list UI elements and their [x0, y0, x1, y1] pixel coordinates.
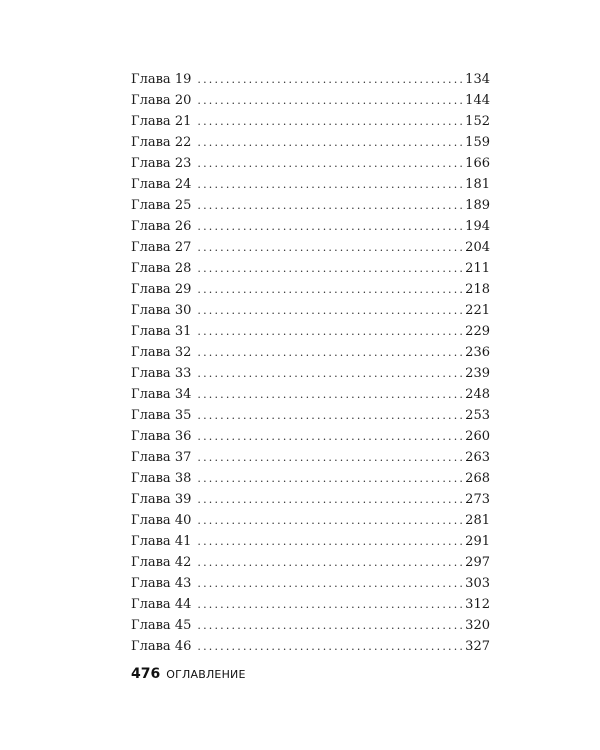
toc-entry-label: Глава 21: [131, 114, 192, 129]
toc-entry-label: Глава 25: [131, 198, 192, 213]
toc-entry-page: 291: [465, 534, 490, 549]
toc-entry: [131, 489, 490, 510]
toc-entry: [131, 216, 490, 237]
toc-entry-label: Глава 24: [131, 177, 192, 192]
toc-entry-label: Глава 31: [131, 324, 192, 339]
toc-entry: [131, 258, 490, 279]
toc-dot-leader: [197, 111, 463, 132]
toc-entry: [131, 300, 490, 321]
toc-entry-page: 281: [465, 513, 490, 528]
toc-entry-page: 320: [465, 618, 490, 633]
page-number: 476: [131, 666, 161, 682]
toc-entry-page: 152: [465, 114, 490, 129]
toc-entry-label: Глава 44: [131, 597, 192, 612]
toc-dot-leader: [197, 300, 463, 321]
toc-entry-label: Глава 32: [131, 345, 192, 360]
toc-entry: [131, 510, 490, 531]
toc-entry-label: Глава 19: [131, 72, 192, 87]
toc-entry-page: 263: [465, 450, 490, 465]
toc-entry: [131, 279, 490, 300]
toc-entry: [131, 90, 490, 111]
page-footer: [131, 666, 246, 682]
toc-dot-leader: [197, 636, 463, 657]
toc-dot-leader: [197, 552, 463, 573]
toc-entry-label: Глава 40: [131, 513, 192, 528]
toc-dot-leader: [197, 447, 463, 468]
toc-entry-page: 134: [465, 72, 490, 87]
toc-entry-page: 181: [465, 177, 490, 192]
toc-entry: [131, 132, 490, 153]
toc-entry-page: 297: [465, 555, 490, 570]
toc-entry-page: 253: [465, 408, 490, 423]
toc-entry-label: Глава 42: [131, 555, 192, 570]
toc-entry-label: Глава 46: [131, 639, 192, 654]
toc-entry-label: Глава 41: [131, 534, 192, 549]
toc-entry: [131, 552, 490, 573]
toc-entry-page: 229: [465, 324, 490, 339]
toc-dot-leader: [197, 90, 463, 111]
toc-entry-label: Глава 34: [131, 387, 192, 402]
toc-entry-page: 268: [465, 471, 490, 486]
running-section-title: ОГЛАВЛЕНИЕ: [166, 668, 246, 681]
toc-dot-leader: [197, 384, 463, 405]
toc-dot-leader: [197, 426, 463, 447]
toc-entry: [131, 153, 490, 174]
toc-dot-leader: [197, 132, 463, 153]
toc-dot-leader: [197, 615, 463, 636]
toc-entry: [131, 384, 490, 405]
toc-dot-leader: [197, 342, 463, 363]
toc-dot-leader: [197, 531, 463, 552]
toc-entry-label: Глава 20: [131, 93, 192, 108]
toc-entry-label: Глава 35: [131, 408, 192, 423]
toc-dot-leader: [197, 510, 463, 531]
toc-entry: [131, 174, 490, 195]
toc-entry-page: 204: [465, 240, 490, 255]
table-of-contents: [131, 69, 490, 657]
toc-entry-page: 260: [465, 429, 490, 444]
toc-entry: [131, 615, 490, 636]
toc-entry-page: 211: [465, 261, 490, 276]
toc-entry-page: 303: [465, 576, 490, 591]
toc-entry-page: 159: [465, 135, 490, 150]
toc-dot-leader: [197, 237, 463, 258]
toc-entry-label: Глава 28: [131, 261, 192, 276]
toc-entry-label: Глава 30: [131, 303, 192, 318]
toc-entry: [131, 363, 490, 384]
toc-entry-page: 273: [465, 492, 490, 507]
toc-dot-leader: [197, 405, 463, 426]
toc-entry-label: Глава 29: [131, 282, 192, 297]
toc-entry-page: 144: [465, 93, 490, 108]
toc-entry-label: Глава 26: [131, 219, 192, 234]
toc-entry: [131, 447, 490, 468]
toc-entry-page: 166: [465, 156, 490, 171]
toc-dot-leader: [197, 363, 463, 384]
toc-entry-page: 312: [465, 597, 490, 612]
toc-dot-leader: [197, 279, 463, 300]
toc-entry-label: Глава 45: [131, 618, 192, 633]
toc-entry: [131, 321, 490, 342]
toc-entry-page: 248: [465, 387, 490, 402]
toc-entry-page: 218: [465, 282, 490, 297]
toc-entry: [131, 342, 490, 363]
toc-dot-leader: [197, 594, 463, 615]
toc-entry: [131, 69, 490, 90]
toc-entry: [131, 426, 490, 447]
toc-entry-label: Глава 39: [131, 492, 192, 507]
toc-dot-leader: [197, 489, 463, 510]
toc-entry: [131, 636, 490, 657]
toc-entry: [131, 195, 490, 216]
toc-dot-leader: [197, 573, 463, 594]
toc-entry: [131, 573, 490, 594]
toc-entry-label: Глава 27: [131, 240, 192, 255]
toc-entry-label: Глава 38: [131, 471, 192, 486]
toc-entry-label: Глава 23: [131, 156, 192, 171]
toc-dot-leader: [197, 258, 463, 279]
toc-entry-label: Глава 43: [131, 576, 192, 591]
toc-dot-leader: [197, 153, 463, 174]
toc-entry: [131, 531, 490, 552]
toc-entry-page: 221: [465, 303, 490, 318]
toc-entry: [131, 468, 490, 489]
toc-entry-label: Глава 36: [131, 429, 192, 444]
toc-dot-leader: [197, 174, 463, 195]
toc-dot-leader: [197, 468, 463, 489]
toc-entry: [131, 111, 490, 132]
toc-entry: [131, 405, 490, 426]
toc-entry-label: Глава 37: [131, 450, 192, 465]
toc-entry: [131, 237, 490, 258]
toc-entry-label: Глава 22: [131, 135, 192, 150]
toc-entry-page: 327: [465, 639, 490, 654]
toc-dot-leader: [197, 321, 463, 342]
toc-entry: [131, 594, 490, 615]
toc-entry-page: 236: [465, 345, 490, 360]
toc-entry-page: 189: [465, 198, 490, 213]
toc-dot-leader: [197, 216, 463, 237]
toc-entry-label: Глава 33: [131, 366, 192, 381]
toc-entry-page: 194: [465, 219, 490, 234]
toc-dot-leader: [197, 69, 463, 90]
toc-dot-leader: [197, 195, 463, 216]
toc-entry-page: 239: [465, 366, 490, 381]
